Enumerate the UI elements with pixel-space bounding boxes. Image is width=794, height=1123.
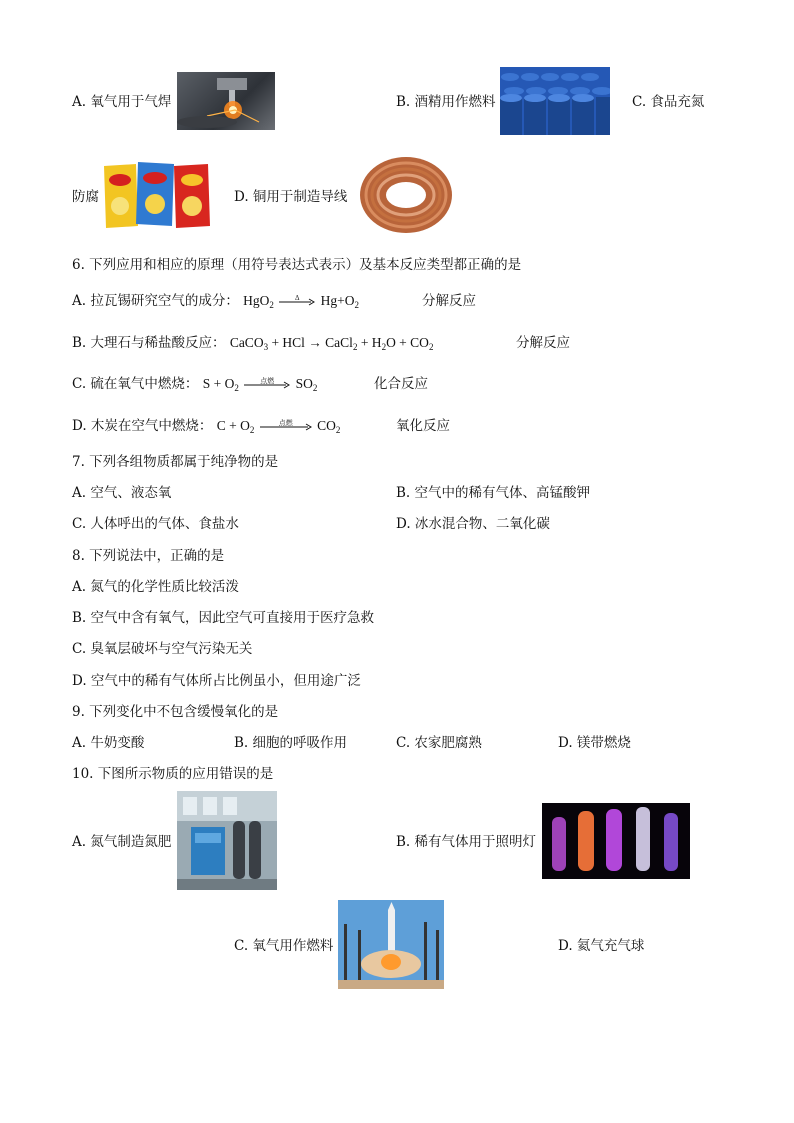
chips-bags-photo bbox=[100, 160, 213, 230]
q5-option-d: D. 铜用于制造导线 bbox=[234, 189, 348, 205]
q8-option-d: D. 空气中的稀有气体所占比例虽小，但用途广泛 bbox=[72, 673, 361, 689]
q6-d-condition: 点燃 bbox=[278, 418, 293, 427]
q9-option-c: C. 农家肥腐熟 bbox=[396, 735, 482, 751]
rocket-launch-photo bbox=[338, 900, 444, 989]
q6-b-part1: CaCO bbox=[229, 335, 264, 350]
q8-option-a: A. 氮气的化学性质比较活泼 bbox=[72, 579, 239, 595]
q6-a-product-sub: 2 bbox=[354, 300, 360, 310]
q6-b-part2: + HCl → CaCl bbox=[268, 335, 353, 350]
q5-option-b: B. 酒精用作燃料 bbox=[396, 94, 496, 110]
q10-option-c: C. 氧气用作燃料 bbox=[234, 938, 334, 954]
q9-option-b: B. 细胞的呼吸作用 bbox=[234, 735, 348, 751]
q10-stem: 10. 下图所示物质的应用错误的是 bbox=[72, 766, 274, 782]
q7-option-c: C. 人体呼出的气体、食盐水 bbox=[72, 516, 239, 532]
q6-d-label: D. 木炭在空气中燃烧： bbox=[72, 418, 213, 434]
q9-option-d: D. 镁带燃烧 bbox=[558, 735, 631, 751]
q6-d-product-sub: 2 bbox=[335, 425, 341, 435]
q6-a-product: Hg+O bbox=[320, 293, 355, 308]
q7-option-d: D. 冰水混合物、二氧化碳 bbox=[396, 516, 550, 532]
q6-b-part3: + H bbox=[357, 335, 382, 350]
copper-wire-coil-photo bbox=[352, 153, 460, 237]
q6-c-label: C. 硫在氧气中燃烧： bbox=[72, 376, 199, 392]
q6-b-sub3: 2 bbox=[381, 342, 387, 352]
alcohol-barrels-photo bbox=[500, 67, 610, 135]
q7-option-a: A. 空气、液态氧 bbox=[72, 485, 172, 501]
q6-a-reactant-sub: 2 bbox=[269, 300, 274, 310]
q6-c-reactant: S + O bbox=[202, 376, 235, 391]
q6-c-equation bbox=[203, 376, 318, 391]
q6-stem: 6. 下列应用和相应的原理（用符号表达式表示）及基本反应类型都正确的是 bbox=[72, 257, 522, 273]
reaction-arrow-icon bbox=[244, 378, 290, 392]
q6-option-a bbox=[72, 292, 359, 314]
q6-c-product-sub: 2 bbox=[312, 383, 318, 393]
q6-option-b bbox=[72, 334, 433, 356]
q6-a-label: A. 拉瓦锡研究空气的成分： bbox=[72, 293, 239, 309]
q6-b-type: 分解反应 bbox=[516, 335, 570, 351]
neon-tubes-photo bbox=[542, 803, 690, 879]
q6-b-sub4: 2 bbox=[428, 342, 434, 352]
q6-b-sub1: 3 bbox=[263, 342, 269, 352]
q8-option-b: B. 空气中含有氧气，因此空气可直接用于医疗急救 bbox=[72, 610, 375, 626]
q6-b-equation bbox=[230, 335, 434, 350]
q6-a-condition: Δ bbox=[295, 293, 300, 302]
q5-option-c: C. 食品充氮 bbox=[632, 94, 705, 110]
q6-c-condition: 点燃 bbox=[260, 376, 275, 385]
q6-b-part4: O + CO bbox=[386, 335, 429, 350]
nitrogen-equipment-photo bbox=[177, 791, 277, 890]
q6-option-c bbox=[72, 375, 317, 397]
welding-photo bbox=[177, 72, 275, 130]
q8-stem: 8. 下列说法中，正确的是 bbox=[72, 548, 225, 564]
q6-c-reactant-sub: 2 bbox=[234, 383, 239, 393]
q6-d-reactant: C + O bbox=[216, 418, 250, 433]
q9-stem: 9. 下列变化中不包含缓慢氧化的是 bbox=[72, 704, 279, 720]
q10-option-b: B. 稀有气体用于照明灯 bbox=[396, 834, 537, 850]
q5-option-c-cont: 防腐 bbox=[72, 189, 99, 205]
q5-option-a: A. 氧气用于气焊 bbox=[72, 94, 172, 110]
q7-option-b: B. 空气中的稀有气体、高锰酸钾 bbox=[396, 485, 591, 501]
q10-option-a: A. 氮气制造氮肥 bbox=[72, 834, 172, 850]
reaction-arrow-icon bbox=[279, 295, 315, 309]
q6-d-product: CO bbox=[317, 418, 336, 433]
q6-d-equation bbox=[217, 418, 341, 433]
reaction-arrow-icon bbox=[260, 420, 312, 434]
q6-b-sub2: 2 bbox=[352, 342, 358, 352]
q8-option-c: C. 臭氧层破坏与空气污染无关 bbox=[72, 641, 253, 657]
q6-a-equation bbox=[243, 293, 359, 308]
q6-a-reactant: HgO bbox=[243, 293, 270, 308]
q6-c-product: SO bbox=[295, 376, 313, 391]
q6-d-reactant-sub: 2 bbox=[249, 425, 255, 435]
q6-d-type: 氧化反应 bbox=[396, 418, 450, 434]
q6-option-d bbox=[72, 417, 340, 439]
q7-stem: 7. 下列各组物质都属于纯净物的是 bbox=[72, 454, 279, 470]
q10-option-d: D. 氦气充气球 bbox=[558, 938, 645, 954]
q6-b-label: B. 大理石与稀盐酸反应： bbox=[72, 335, 226, 351]
q6-c-type: 化合反应 bbox=[374, 376, 428, 392]
q9-option-a: A. 牛奶变酸 bbox=[72, 735, 145, 751]
q6-a-type: 分解反应 bbox=[422, 293, 476, 309]
